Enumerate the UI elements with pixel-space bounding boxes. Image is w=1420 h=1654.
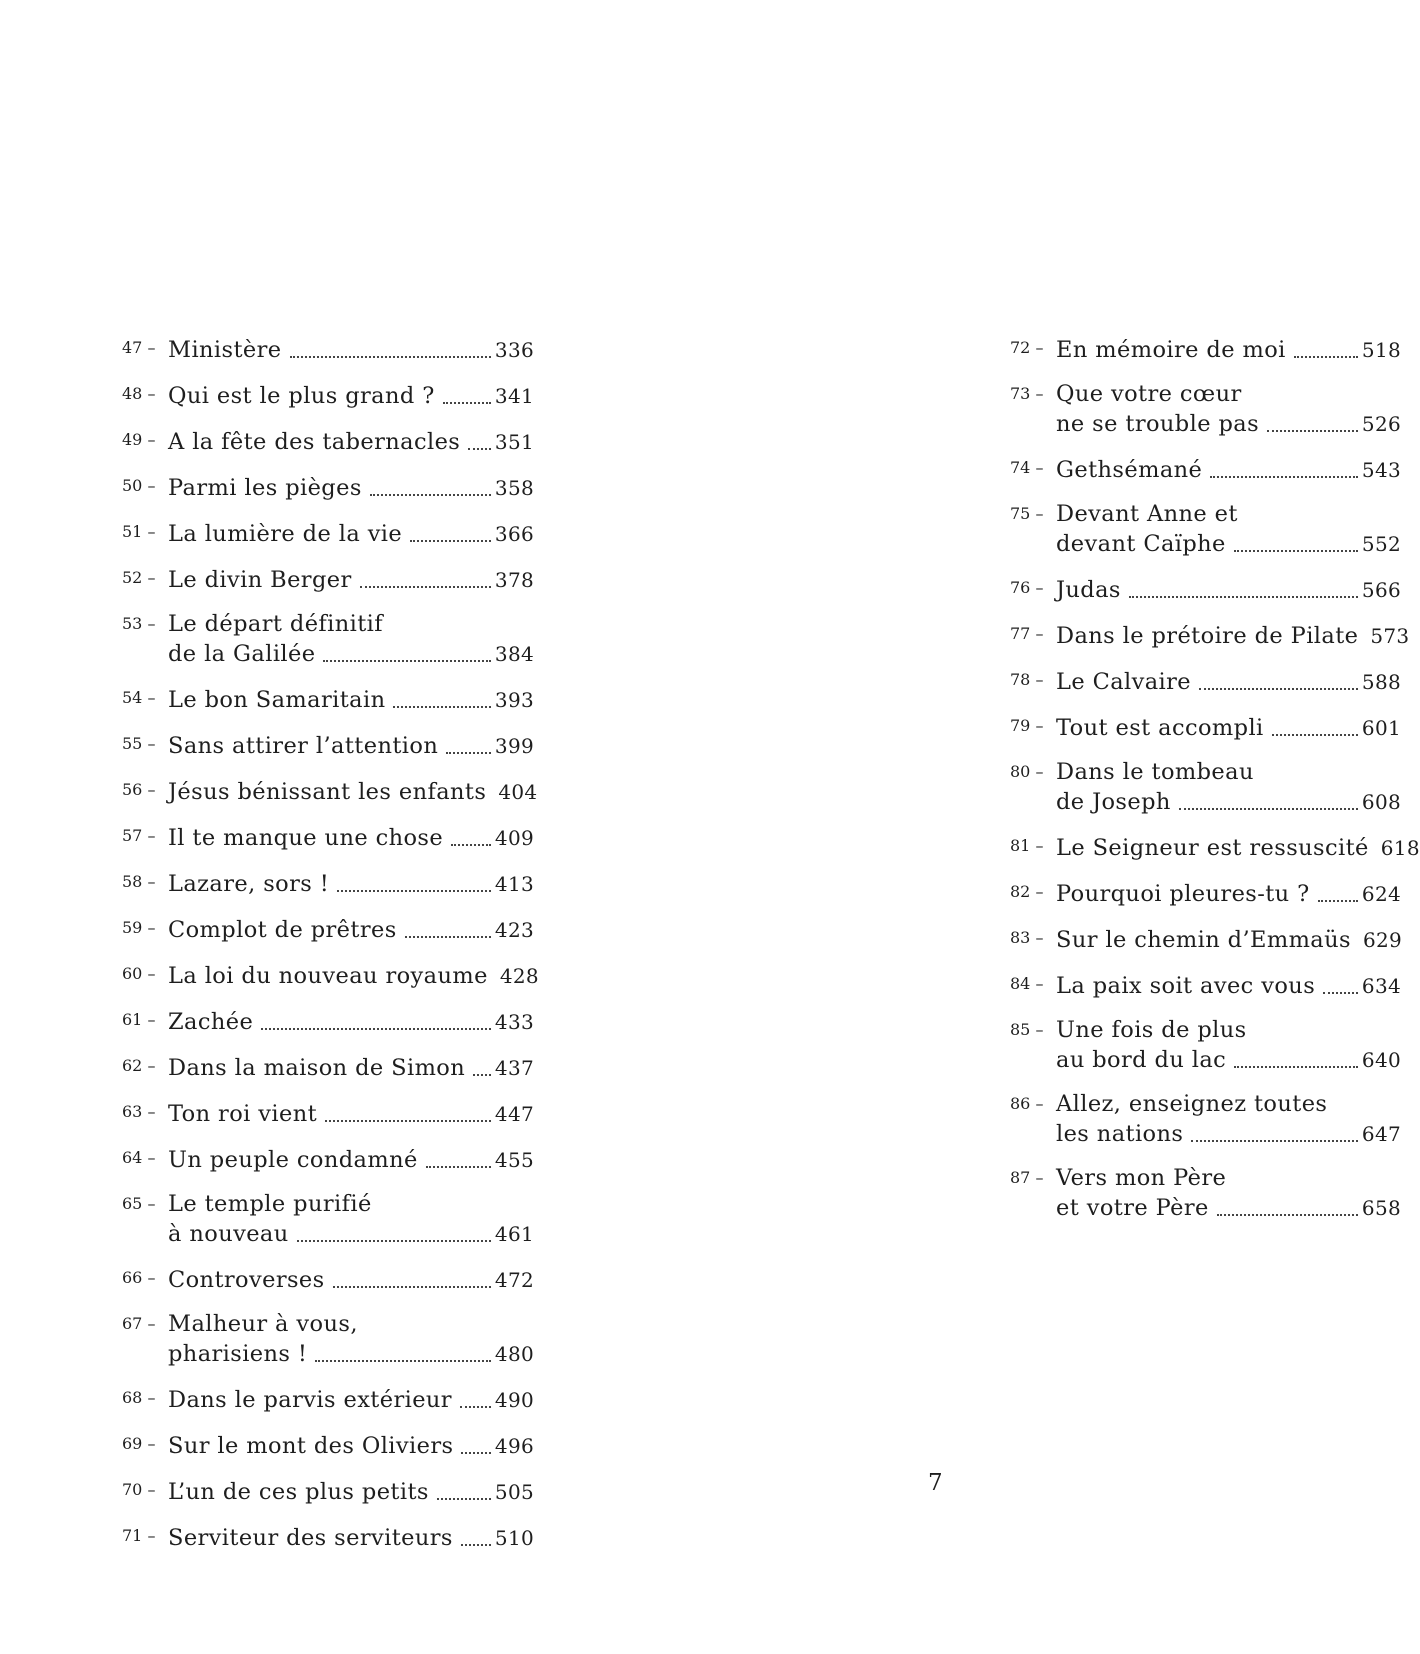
chapter-number: 47 – <box>122 338 156 357</box>
toc-entry <box>122 1264 534 1296</box>
chapter-title-line: L’un de ces plus petits <box>168 1479 429 1505</box>
toc-entry <box>1010 712 1401 744</box>
page-ref: 409 <box>494 826 534 850</box>
chapter-title-line: Dans le prétoire de Pilate <box>1056 623 1359 649</box>
chapter-title-line: Sur le mont des Oliviers <box>168 1433 454 1459</box>
chapter-number: 70 – <box>122 1480 156 1499</box>
chapter-number: 78 – <box>1010 670 1044 689</box>
toc-entry <box>122 334 534 366</box>
toc-entry <box>1010 1090 1401 1150</box>
chapter-number: 51 – <box>122 522 156 541</box>
chapter-number: 52 – <box>122 568 156 587</box>
toc-entry <box>122 564 534 596</box>
toc-entry <box>1010 454 1401 486</box>
page-ref: 378 <box>494 568 534 592</box>
dot-leader <box>410 540 491 542</box>
toc-entry <box>1010 500 1401 560</box>
page-ref: 437 <box>494 1056 534 1080</box>
page-ref: 341 <box>494 384 534 408</box>
chapter-number: 79 – <box>1010 716 1044 735</box>
chapter-title-line: Dans la maison de Simon <box>168 1055 466 1081</box>
page-ref: 629 <box>1362 928 1403 952</box>
chapter-number: 50 – <box>122 476 156 495</box>
dot-leader <box>460 1406 491 1408</box>
page-ref: 423 <box>494 918 534 942</box>
chapter-title-line: Le départ définitif <box>168 611 383 637</box>
chapter-title-line: Sur le chemin d’Emmaüs <box>1056 927 1351 953</box>
page-ref: 447 <box>494 1102 534 1126</box>
chapter-title-line: Le divin Berger <box>168 567 352 593</box>
toc-entry <box>122 1052 534 1084</box>
page-ref: 552 <box>1361 532 1401 556</box>
toc-entry <box>122 776 538 808</box>
chapter-number: 76 – <box>1010 578 1044 597</box>
chapter-title-line: Jésus bénissant les enfants <box>168 779 487 805</box>
page-ref: 496 <box>494 1434 534 1458</box>
chapter-number: 87 – <box>1010 1168 1044 1187</box>
toc-entry <box>1010 878 1401 910</box>
toc-entry <box>122 960 539 992</box>
dot-leader <box>461 1544 491 1546</box>
page-ref: 526 <box>1361 412 1401 436</box>
dot-leader <box>1318 900 1358 902</box>
chapter-title-line: Dans le tombeau <box>1056 759 1254 785</box>
dot-leader <box>323 660 490 662</box>
dot-leader <box>290 356 491 358</box>
chapter-title-line: Lazare, sors ! <box>168 871 330 897</box>
chapter-title-line: pharisiens ! <box>168 1341 308 1367</box>
chapter-title-line: Vers mon Père <box>1056 1165 1227 1191</box>
chapter-title-line: Zachée <box>168 1009 254 1035</box>
toc-entry <box>122 1430 534 1462</box>
dot-leader <box>1217 1214 1358 1216</box>
toc-entry <box>1010 380 1401 440</box>
chapter-title-line: les nations <box>1056 1121 1184 1147</box>
dot-leader <box>468 448 491 450</box>
dot-leader <box>1294 356 1358 358</box>
chapter-title-line: Pourquoi pleures-tu ? <box>1056 881 1310 907</box>
dot-leader <box>1179 808 1358 810</box>
dot-leader <box>461 1452 490 1454</box>
page-ref: 455 <box>494 1148 534 1172</box>
toc-entry <box>122 914 534 946</box>
chapter-title-line: Le temple purifié <box>168 1191 372 1217</box>
toc-entry <box>122 1144 534 1176</box>
chapter-number: 59 – <box>122 918 156 937</box>
dot-leader <box>393 706 490 708</box>
page-ref: 510 <box>494 1526 534 1550</box>
chapter-title-line: Un peuple condamné <box>168 1147 418 1173</box>
page-ref: 658 <box>1361 1196 1401 1220</box>
chapter-title-line: Que votre cœur <box>1056 381 1242 407</box>
chapter-title-line: Controverses <box>168 1267 325 1293</box>
dot-leader <box>451 844 491 846</box>
chapter-title-line: de la Galilée <box>168 641 316 667</box>
chapter-title-line: Allez, enseignez toutes <box>1056 1091 1328 1117</box>
dot-leader <box>405 936 491 938</box>
chapter-number: 74 – <box>1010 458 1044 477</box>
chapter-number: 81 – <box>1010 836 1044 855</box>
page-ref: 358 <box>494 476 534 500</box>
dot-leader <box>1234 550 1358 552</box>
chapter-title-line: La paix soit avec vous <box>1056 973 1316 999</box>
chapter-title-line: Le Seigneur est ressuscité <box>1056 835 1369 861</box>
chapter-title-line: Judas <box>1056 577 1121 603</box>
toc-entry <box>1010 924 1401 956</box>
page-ref: 490 <box>494 1388 534 1412</box>
chapter-number: 60 – <box>122 964 156 983</box>
chapter-title-line: à nouveau <box>168 1221 289 1247</box>
toc-entry <box>122 1476 534 1508</box>
toc-entry <box>1010 1016 1401 1076</box>
toc-entry <box>122 868 534 900</box>
chapter-title-line: Ton roi vient <box>168 1101 318 1127</box>
chapter-title-line: Le bon Samaritain <box>168 687 386 713</box>
dot-leader <box>1210 476 1358 478</box>
dot-leader <box>1129 596 1358 598</box>
chapter-title-line: Malheur à vous, <box>168 1311 358 1337</box>
dot-leader <box>333 1286 491 1288</box>
chapter-title-line: La loi du nouveau royaume <box>168 963 488 989</box>
chapter-number: 63 – <box>122 1102 156 1121</box>
page-ref: 366 <box>494 522 534 546</box>
chapter-number: 67 – <box>122 1314 156 1333</box>
chapter-title-line: de Joseph <box>1056 789 1171 815</box>
toc-entry <box>122 1384 534 1416</box>
chapter-number: 48 – <box>122 384 156 403</box>
chapter-number: 72 – <box>1010 338 1044 357</box>
toc-entry <box>1010 832 1420 864</box>
dot-leader <box>426 1166 491 1168</box>
toc-entry <box>122 1522 534 1554</box>
chapter-title-line: La lumière de la vie <box>168 521 403 547</box>
toc-entry <box>122 822 534 854</box>
chapter-title-line: Il te manque une chose <box>168 825 444 851</box>
page-ref: 640 <box>1361 1048 1401 1072</box>
chapter-number: 56 – <box>122 780 156 799</box>
page-ref: 351 <box>494 430 534 454</box>
toc-entry <box>122 610 534 670</box>
chapter-number: 71 – <box>122 1526 156 1545</box>
chapter-title-line: ne se trouble pas <box>1056 411 1260 437</box>
chapter-number: 49 – <box>122 430 156 449</box>
chapter-number: 86 – <box>1010 1094 1044 1113</box>
dot-leader <box>1272 734 1358 736</box>
page-ref: 433 <box>494 1010 534 1034</box>
page-ref: 588 <box>1361 670 1401 694</box>
dot-leader <box>1191 1140 1358 1142</box>
toc-entry <box>122 1006 534 1038</box>
dot-leader <box>437 1498 491 1500</box>
dot-leader <box>315 1360 491 1362</box>
chapter-number: 64 – <box>122 1148 156 1167</box>
chapter-title-line: Complot de prêtres <box>168 917 397 943</box>
chapter-number: 57 – <box>122 826 156 845</box>
chapter-number: 53 – <box>122 614 156 633</box>
page-ref: 461 <box>494 1222 534 1246</box>
chapter-number: 82 – <box>1010 882 1044 901</box>
page-ref: 518 <box>1361 338 1401 362</box>
toc-entry <box>1010 574 1401 606</box>
toc-column-left <box>0 334 560 1568</box>
chapter-title-line: Devant Anne et <box>1056 501 1238 527</box>
page-ref: 573 <box>1370 624 1410 648</box>
page-ref: 634 <box>1361 974 1401 998</box>
page-ref: 336 <box>494 338 534 362</box>
chapter-number: 83 – <box>1010 928 1044 947</box>
toc-entry <box>122 518 534 550</box>
toc-entry <box>122 380 534 412</box>
chapter-number: 85 – <box>1010 1020 1044 1039</box>
page-ref: 480 <box>494 1342 534 1366</box>
chapter-title-line: A la fête des tabernacles <box>168 429 461 455</box>
toc-entry <box>122 426 534 458</box>
chapter-title-line: au bord du lac <box>1056 1047 1227 1073</box>
page-ref: 608 <box>1361 790 1401 814</box>
page-ref: 543 <box>1361 458 1401 482</box>
chapter-title-line: Gethsémané <box>1056 457 1203 483</box>
dot-leader <box>1323 992 1358 994</box>
toc-entry <box>1010 970 1401 1002</box>
chapter-title-line: Serviteur des serviteurs <box>168 1525 453 1551</box>
dot-leader <box>325 1120 491 1122</box>
page-ref: 384 <box>494 642 534 666</box>
chapter-number: 73 – <box>1010 384 1044 403</box>
toc-entry <box>1010 666 1401 698</box>
chapter-number: 80 – <box>1010 762 1044 781</box>
chapter-title-line: Le Calvaire <box>1056 669 1192 695</box>
page-ref: 413 <box>494 872 534 896</box>
toc-entry <box>1010 334 1401 366</box>
chapter-title-line: Une fois de plus <box>1056 1017 1247 1043</box>
toc-entry <box>122 1098 534 1130</box>
chapter-number: 77 – <box>1010 624 1044 643</box>
toc-column-right <box>560 334 1420 1238</box>
page-ref: 505 <box>494 1480 534 1504</box>
page-ref: 624 <box>1361 882 1401 906</box>
dot-leader <box>1234 1066 1358 1068</box>
dot-leader <box>1199 688 1358 690</box>
toc-entry <box>122 472 534 504</box>
chapter-title-line: devant Caïphe <box>1056 531 1226 557</box>
toc-entry <box>1010 1164 1401 1224</box>
dot-leader <box>261 1028 491 1030</box>
dot-leader <box>337 890 491 892</box>
chapter-number: 58 – <box>122 872 156 891</box>
page-ref: 428 <box>499 964 539 988</box>
chapter-title-line: En mémoire de moi <box>1056 337 1286 363</box>
chapter-number: 75 – <box>1010 504 1044 523</box>
toc-entry <box>1010 758 1401 818</box>
page-ref: 618 <box>1380 836 1420 860</box>
chapter-number: 84 – <box>1010 974 1044 993</box>
page-ref: 399 <box>494 734 534 758</box>
chapter-number: 55 – <box>122 734 156 753</box>
chapter-title-line: et votre Père <box>1056 1195 1209 1221</box>
chapter-number: 65 – <box>122 1194 156 1213</box>
chapter-number: 69 – <box>122 1434 156 1453</box>
chapter-title-line: Tout est accompli <box>1056 715 1264 741</box>
toc-entry <box>122 1190 534 1250</box>
chapter-title-line: Dans le parvis extérieur <box>168 1387 452 1413</box>
dot-leader <box>473 1074 491 1076</box>
page-ref: 404 <box>498 780 538 804</box>
dot-leader <box>1267 430 1358 432</box>
chapter-title-line: Parmi les pièges <box>168 475 362 501</box>
chapter-number: 68 – <box>122 1388 156 1407</box>
toc-entry <box>122 684 534 716</box>
dot-leader <box>443 402 491 404</box>
chapter-title-line: Ministère <box>168 337 282 363</box>
chapter-title-line: Sans attirer l’attention <box>168 733 439 759</box>
toc-entry <box>122 1310 534 1370</box>
toc-entry <box>1010 620 1410 652</box>
dot-leader <box>360 586 491 588</box>
chapter-title-line: Qui est le plus grand ? <box>168 383 435 409</box>
page-ref: 393 <box>494 688 534 712</box>
chapter-number: 61 – <box>122 1010 156 1029</box>
toc-entry <box>122 730 534 762</box>
page-ref: 601 <box>1361 716 1401 740</box>
page-ref: 472 <box>494 1268 534 1292</box>
chapter-number: 62 – <box>122 1056 156 1075</box>
page-number: 7 <box>928 1470 943 1496</box>
page-ref: 647 <box>1361 1122 1401 1146</box>
page-ref: 566 <box>1361 578 1401 602</box>
dot-leader <box>446 752 491 754</box>
chapter-number: 66 – <box>122 1268 156 1287</box>
dot-leader <box>297 1240 491 1242</box>
chapter-number: 54 – <box>122 688 156 707</box>
dot-leader <box>370 494 491 496</box>
